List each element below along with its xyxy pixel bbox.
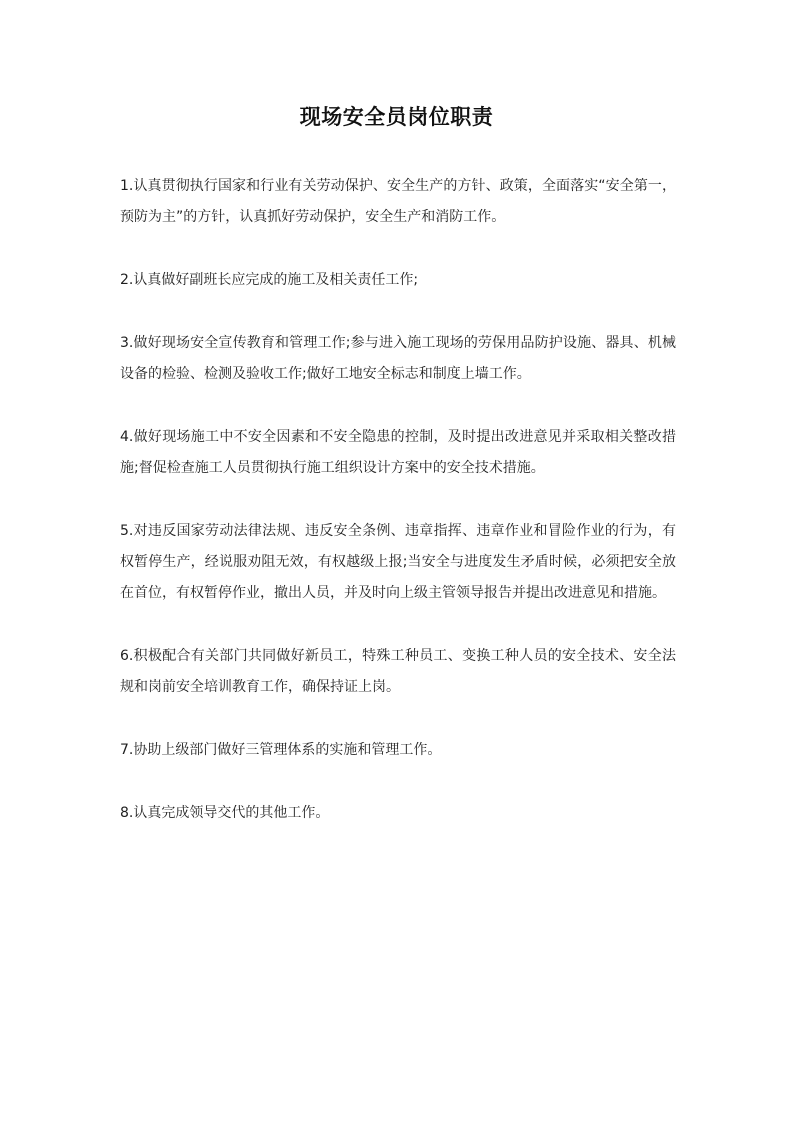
clause-7: 7.协助上级部门做好三管理体系的实施和管理工作。 <box>120 742 442 758</box>
clause-1: 1.认真贯彻执行国家和行业有关劳动保护、安全生产的方针、政策，全面落实“安全第一，预防为主”的方针，认真抓好劳动保护，安全生产和消防工作。 <box>120 178 676 225</box>
clause-8: 8.认真完成领导交代的其他工作。 <box>120 805 330 821</box>
clause-6: 6.积极配合有关部门共同做好新员工，特殊工种员工、变换工种人员的安全技术、安全法规和岗前安全培训教育工作，确保持证上岗。 <box>120 648 676 695</box>
clause-5: 5.对违反国家劳动法律法规、违反安全条例、违章指挥、违章作业和冒险作业的行为，有权暂停生产，经说服劝阻无效，有权越级上报;当安全与进度发生矛盾时候，必须把安全放在首位，有权暂停作业，撤出人员，并及时向上级主管领导报告并提出改进意见和措施。 <box>120 523 676 601</box>
clause-2: 2.认真做好副班长应完成的施工及相关责任工作; <box>120 272 419 288</box>
document-title: 现场安全员岗位职责 <box>299 105 494 129</box>
clause-4: 4.做好现场施工中不安全因素和不安全隐患的控制，及时提出改进意见并采取相关整改措施;督促检查施工人员贯彻执行施工组织设计方案中的安全技术措施。 <box>120 429 676 476</box>
clause-3: 3.做好现场安全宣传教育和管理工作;参与进入施工现场的劳保用品防护设施、器具、机械设备的检验、检测及验收工作;做好工地安全标志和制度上墙工作。 <box>120 335 676 382</box>
clause-list <box>120 171 676 861</box>
